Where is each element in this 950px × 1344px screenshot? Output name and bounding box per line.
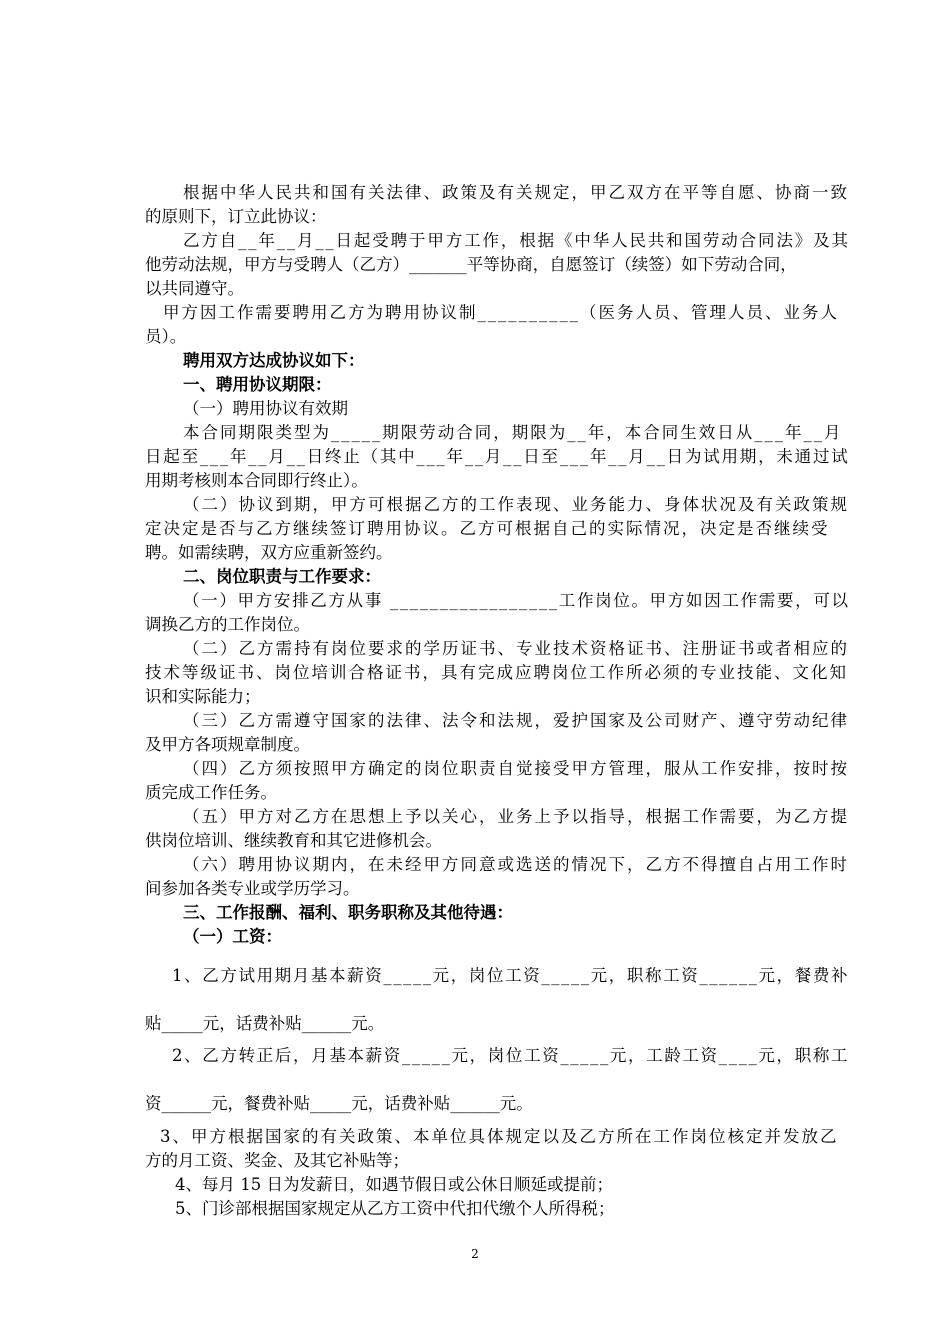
- text-line: 的原则下，订立此协议：: [145, 207, 327, 226]
- text-line: 日起至___年__月__日终止（其中___年__月__日至___年__月__日为试用期，未通过试: [145, 447, 850, 466]
- text-line: 质完成工作任务。: [145, 783, 277, 802]
- text-line: （五）甲方对乙方在思想上予以关心，业务上予以指导，根据工作需要，为乙方提: [183, 807, 849, 826]
- text-line: （二）乙方需持有岗位要求的学历证书、专业技术资格证书、注册证书或者相应的: [183, 639, 849, 658]
- text-line: 乙方自__年__月__日起受聘于甲方工作，根据《中华人民共和国劳动合同法》及其: [183, 231, 850, 250]
- text-line: 5、门诊部根据国家规定从乙方工资中代扣代缴个人所得税；: [175, 1199, 615, 1218]
- text-line: 资______元，餐费补贴_____元，话费补贴______元。: [145, 1094, 533, 1113]
- text-line: 及甲方各项规章制度。: [145, 735, 310, 754]
- section-heading-line: （一）工资：: [183, 927, 282, 946]
- text-line: 本合同期限类型为_____期限劳动合同，期限为__年，本合同生效日从___年__月: [183, 423, 843, 442]
- text-line: 甲方因工作需要聘用乙方为聘用协议制__________（医务人员、管理人员、业务人: [163, 303, 839, 322]
- section-heading-line: 三、工作报酬、福利、职务职称及其他待遇：: [183, 903, 513, 922]
- text-line: 技术等级证书、岗位培训合格证书，具有完成应聘岗位工作所必须的专业技能、文化知: [145, 663, 848, 682]
- text-line: （四）乙方须按照甲方确定的岗位职责自觉接受甲方管理，服从工作安排，按时按: [183, 759, 849, 778]
- text-line: 贴_____元，话费补贴______元。: [145, 1014, 385, 1033]
- text-line: 4、每月 15 日为发薪日，如遇节假日或公休日顺延或提前；: [175, 1175, 613, 1194]
- text-line: 调换乙方的工作岗位。: [145, 615, 310, 634]
- section-heading-line: 聘用双方达成协议如下：: [183, 351, 365, 370]
- text-line: （二）协议到期，甲方可根据乙方的工作表现、业务能力、身体状况及有关政策规: [183, 495, 849, 514]
- text-line: 2、乙方转正后，月基本薪资_____元，岗位工资_____元，工龄工资____元，职称工: [172, 1046, 850, 1065]
- text-line: 用期考核则本合同即行终止）。: [145, 471, 368, 490]
- section-heading-line: 一、聘用协议期限：: [183, 375, 332, 394]
- text-line: （一）甲方安排乙方从事 _________________工作岗位。甲方如因工作需要，可以: [183, 591, 850, 610]
- text-line: 以共同遵守。: [145, 279, 244, 298]
- text-line: 识和实际能力；: [145, 687, 261, 706]
- text-line: 供岗位培训、继续教育和其它进修机会。: [145, 831, 442, 850]
- section-heading-line: 二、岗位职责与工作要求：: [183, 567, 381, 586]
- text-line: 定决定是否与乙方继续签订聘用协议。乙方可根据自己的实际情况，决定是否继续受: [145, 519, 830, 538]
- text-line: 他劳动法规，甲方与受聘人（乙方）_______平等协商，自愿签订（续签）如下劳动合同，: [145, 255, 797, 274]
- text-line: （三）乙方需遵守国家的法律、法令和法规，爱护国家及公司财产、遵守劳动纪律: [183, 711, 849, 730]
- page-number: 2: [471, 1247, 479, 1261]
- text-line: 根据中华人民共和国有关法律、政策及有关规定，甲乙双方在平等自愿、协商一致: [183, 183, 849, 202]
- text-line: （一）聘用协议有效期: [183, 399, 348, 418]
- text-line: 间参加各类专业或学历学习。: [145, 879, 360, 898]
- text-line: 3、甲方根据国家的有关政策、本单位具体规定以及乙方所在工作岗位核定并发放乙: [160, 1127, 839, 1146]
- text-line: （六）聘用协议期内，在未经甲方同意或选送的情况下，乙方不得擅自占用工作时: [183, 855, 849, 874]
- text-line: 聘。如需续聘，双方应重新签约。: [145, 543, 393, 562]
- text-line: 方的月工资、奖金、及其它补贴等；: [145, 1151, 409, 1170]
- text-line: 1、乙方试用期月基本薪资_____元，岗位工资_____元，职称工资______元，餐费补: [172, 966, 850, 985]
- text-line: 员）。: [145, 327, 187, 346]
